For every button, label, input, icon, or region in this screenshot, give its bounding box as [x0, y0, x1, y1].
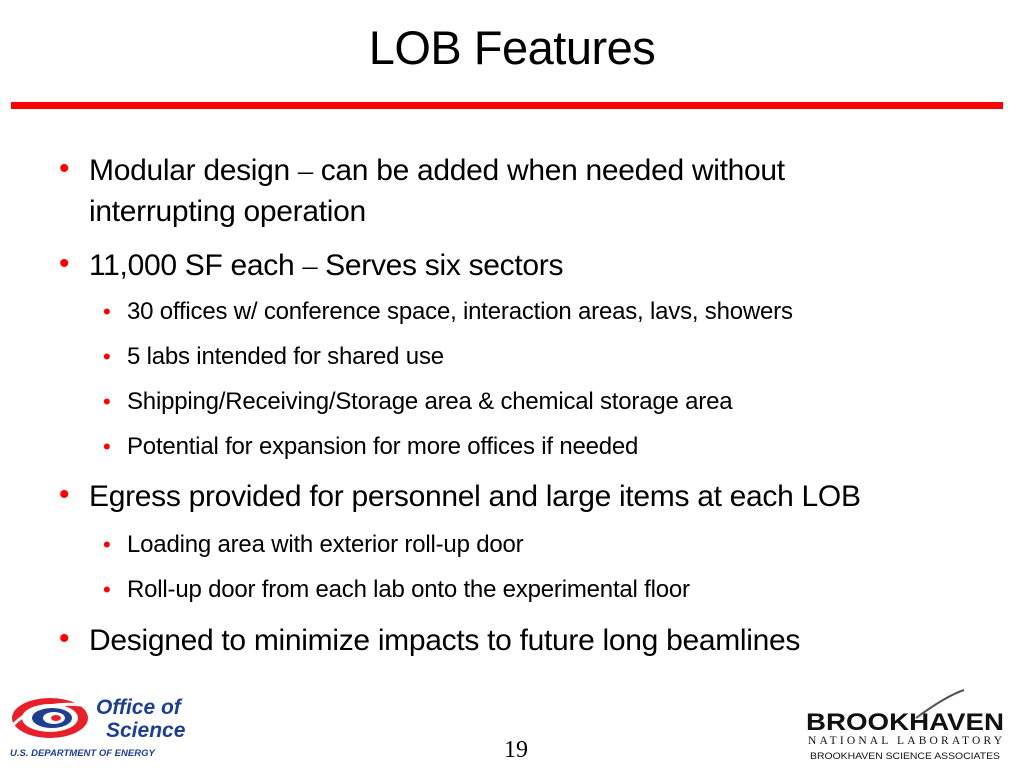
bullet-text: Loading area with exterior roll-up door	[127, 531, 524, 558]
doe-line1: Office of	[96, 696, 181, 719]
bullet-text: Potential for expansion for more offices if needed	[127, 433, 639, 460]
bullet-text: Shipping/Receiving/Storage area & chemical storage area	[127, 388, 733, 415]
bullet-marker: •	[103, 577, 111, 602]
bullet-text: Modular design	[89, 154, 298, 187]
bullet-text-continued: interrupting operation	[89, 195, 366, 228]
page-number: 19	[504, 737, 528, 763]
bullet-marker: •	[59, 622, 70, 655]
bullet-text: can be added when needed without	[312, 154, 785, 187]
bullet-marker: •	[59, 152, 70, 185]
bullet-text: 30 offices w/ conference space, interaction areas, lavs, showers	[127, 298, 793, 325]
bullet-text: Roll-up door from each lab onto the experimental floor	[127, 576, 690, 603]
bnl-caption: BROOKHAVEN SCIENCE ASSOCIATES	[810, 751, 1000, 761]
bullet-text: Serves six sectors	[317, 249, 564, 282]
bullet-egress	[59, 476, 989, 517]
bullet-text: 5 labs intended for shared use	[127, 343, 444, 370]
bullet-marker: •	[103, 389, 111, 414]
office-of-science-logo	[8, 690, 213, 762]
bullet-marker: •	[103, 299, 111, 324]
subbullet-rollup-door	[103, 575, 987, 605]
bullet-marker: •	[59, 478, 70, 511]
doe-caption: U.S. DEPARTMENT OF ENERGY	[10, 748, 155, 759]
doe-line2: Science	[106, 719, 186, 742]
bullet-modular-design	[59, 150, 989, 232]
bullet-area-each	[59, 245, 989, 286]
bullet-marker: •	[103, 434, 111, 459]
brookhaven-logo	[796, 688, 1016, 764]
bullet-text: Designed to minimize impacts to future long beamlines	[89, 624, 801, 657]
subbullet-loading-area	[103, 530, 987, 560]
dash: –	[302, 249, 318, 282]
bullet-text: Egress provided for personnel and large items at each LOB	[89, 480, 861, 513]
bnl-subtitle: NATIONAL LABORATORY	[808, 735, 1002, 747]
subbullet-offices	[103, 297, 987, 327]
bullet-marker: •	[59, 247, 70, 280]
bullet-text: 11,000 SF each	[89, 249, 303, 282]
subbullet-shipping	[103, 387, 987, 417]
bullet-marker: •	[103, 532, 111, 557]
slide-title: LOB Features	[368, 21, 656, 74]
bullet-marker: •	[103, 344, 111, 369]
bullet-beamlines	[59, 620, 989, 661]
dash: –	[297, 154, 313, 187]
bnl-name: BROOKHAVEN	[806, 709, 1004, 736]
subbullet-labs	[103, 342, 987, 372]
doe-swirl-icon	[12, 698, 90, 738]
subbullet-expansion	[103, 432, 987, 462]
